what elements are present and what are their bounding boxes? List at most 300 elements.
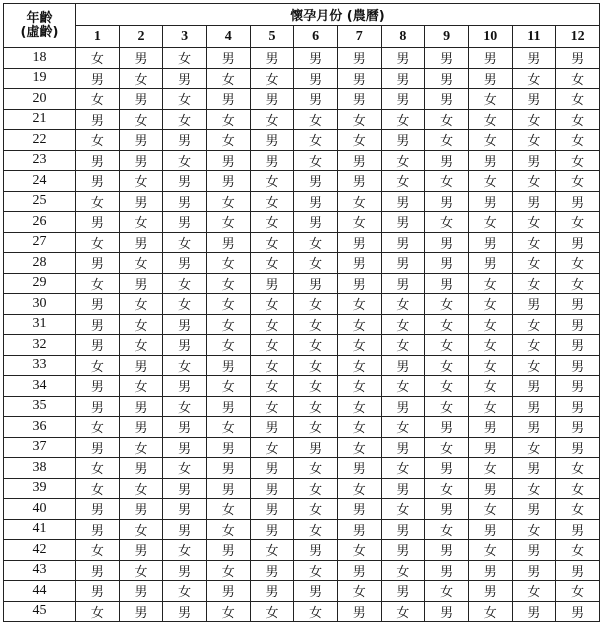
gender-cell: 男 [512,396,556,417]
gender-cell: 男 [337,232,381,253]
gender-cell: 女 [512,171,556,192]
gender-cell: 女 [381,335,425,356]
gender-cell: 女 [206,499,250,520]
gender-cell: 男 [76,560,120,581]
gender-cell: 男 [425,48,469,69]
gender-cell: 女 [294,417,338,438]
gender-cell: 女 [381,458,425,479]
gender-cell: 女 [512,314,556,335]
age-cell: 33 [4,355,76,376]
age-cell: 35 [4,396,76,417]
gender-cell: 女 [556,89,600,110]
gender-cell: 女 [250,355,294,376]
gender-cell: 男 [512,499,556,520]
gender-cell: 女 [119,253,163,274]
table-row [4,601,600,622]
gender-cell: 女 [556,130,600,151]
gender-cell: 女 [250,294,294,315]
gender-cell: 男 [468,437,512,458]
gender-cell: 男 [250,417,294,438]
gender-cell: 女 [425,109,469,130]
gender-cell: 男 [425,540,469,561]
gender-cell: 男 [250,130,294,151]
gender-cell: 男 [294,212,338,233]
gender-cell: 男 [206,458,250,479]
gender-cell: 男 [337,458,381,479]
gender-cell: 女 [337,130,381,151]
gender-cell: 男 [556,437,600,458]
gender-cell: 女 [381,314,425,335]
gender-cell: 男 [76,376,120,397]
gender-cell: 女 [337,376,381,397]
gender-cell: 女 [468,314,512,335]
gender-cell: 男 [468,48,512,69]
gender-cell: 女 [163,232,207,253]
gender-cell: 男 [512,560,556,581]
gender-cell: 女 [250,396,294,417]
gender-cell: 男 [381,48,425,69]
gender-cell: 男 [163,519,207,540]
gender-cell: 女 [468,109,512,130]
age-cell: 37 [4,437,76,458]
gender-cell: 男 [206,478,250,499]
gender-cell: 女 [294,253,338,274]
table-header [4,4,600,48]
gender-cell: 女 [337,314,381,335]
gender-cell: 女 [206,314,250,335]
gender-cell: 男 [119,601,163,622]
gender-cell: 男 [119,396,163,417]
gender-cell: 男 [512,417,556,438]
gender-cell: 女 [425,437,469,458]
gender-cell: 男 [250,581,294,602]
table-row [4,478,600,499]
gender-cell: 男 [425,560,469,581]
gender-cell: 女 [425,396,469,417]
table-row [4,253,600,274]
age-cell: 30 [4,294,76,315]
gender-cell: 女 [119,376,163,397]
gender-cell: 男 [206,581,250,602]
gender-cell: 女 [206,601,250,622]
table-row [4,89,600,110]
gender-cell: 女 [294,335,338,356]
gender-cell: 女 [250,212,294,233]
gender-cell: 男 [468,191,512,212]
gender-cell: 男 [206,437,250,458]
gender-cell: 男 [512,150,556,171]
table-row [4,171,600,192]
gender-cell: 女 [556,68,600,89]
month-header-cell: 11 [512,26,556,48]
gender-cell: 女 [381,109,425,130]
gender-cell: 男 [381,273,425,294]
gender-cell: 女 [468,212,512,233]
gender-cell: 女 [512,232,556,253]
gender-cell: 女 [294,355,338,376]
gender-cell: 男 [76,212,120,233]
gender-cell: 女 [119,68,163,89]
gender-cell: 女 [381,376,425,397]
gender-cell: 女 [250,171,294,192]
gender-cell: 男 [468,560,512,581]
gender-cell: 男 [381,355,425,376]
gender-cell: 女 [76,601,120,622]
gender-cell: 男 [337,48,381,69]
gender-cell: 男 [556,519,600,540]
gender-cell: 女 [163,294,207,315]
gender-cell: 女 [337,437,381,458]
gender-cell: 男 [294,89,338,110]
gender-cell: 女 [76,191,120,212]
gender-cell: 女 [206,417,250,438]
table-row [4,560,600,581]
gender-cell: 女 [294,601,338,622]
gender-cell: 女 [206,212,250,233]
gender-cell: 男 [556,294,600,315]
gender-cell: 男 [119,417,163,438]
age-cell: 26 [4,212,76,233]
gender-cell: 女 [512,581,556,602]
gender-cell: 女 [512,355,556,376]
gender-cell: 男 [556,417,600,438]
month-group-header: 懷孕月份 (農曆) [76,4,600,26]
age-cell: 42 [4,540,76,561]
gender-cell: 女 [425,314,469,335]
gender-cell: 女 [556,273,600,294]
gender-cell: 女 [163,48,207,69]
gender-cell: 男 [119,48,163,69]
age-cell: 20 [4,89,76,110]
gender-cell: 男 [294,540,338,561]
gender-cell: 女 [556,171,600,192]
table-row [4,458,600,479]
gender-cell: 男 [206,355,250,376]
gender-cell: 女 [76,540,120,561]
gender-cell: 女 [294,458,338,479]
gender-cell: 男 [425,191,469,212]
gender-cell: 女 [468,130,512,151]
gender-cell: 男 [250,499,294,520]
gender-cell: 女 [294,519,338,540]
gender-cell: 男 [206,150,250,171]
gender-cell: 男 [337,273,381,294]
gender-cell: 男 [76,396,120,417]
gender-cell: 女 [381,150,425,171]
gender-cell: 男 [337,89,381,110]
gender-cell: 男 [294,48,338,69]
gender-cell: 男 [425,232,469,253]
gender-cell: 男 [206,48,250,69]
gender-cell: 男 [76,437,120,458]
gender-cell: 女 [512,519,556,540]
gender-cell: 女 [119,109,163,130]
gender-cell: 男 [163,601,207,622]
month-header-cell: 3 [163,26,207,48]
gender-cell: 男 [425,499,469,520]
gender-cell: 男 [381,212,425,233]
table-row [4,294,600,315]
age-cell: 25 [4,191,76,212]
age-cell: 32 [4,335,76,356]
gender-cell: 男 [119,273,163,294]
gender-cell: 男 [556,335,600,356]
gender-cell: 男 [468,68,512,89]
age-header-label: 年齡 [26,10,53,26]
gender-cell: 男 [119,355,163,376]
gender-cell: 男 [337,150,381,171]
age-cell: 40 [4,499,76,520]
gender-cell: 女 [468,396,512,417]
table-row [4,109,600,130]
gender-cell: 女 [206,519,250,540]
gender-cell: 男 [250,458,294,479]
month-header-cell: 6 [294,26,338,48]
age-column-header [4,4,76,48]
age-cell: 19 [4,68,76,89]
gender-cell: 女 [163,396,207,417]
gender-cell: 女 [119,314,163,335]
gender-cell: 女 [425,355,469,376]
gender-cell: 女 [337,294,381,315]
gender-cell: 女 [381,560,425,581]
gender-cell: 男 [381,68,425,89]
age-cell: 28 [4,253,76,274]
month-header-cell: 9 [425,26,469,48]
gender-cell: 男 [206,232,250,253]
gender-cell: 女 [556,458,600,479]
table-row [4,499,600,520]
gender-cell: 女 [468,273,512,294]
gender-cell: 男 [468,417,512,438]
table-row [4,581,600,602]
gender-cell: 女 [250,191,294,212]
gender-cell: 女 [119,519,163,540]
gender-cell: 男 [76,335,120,356]
gender-cell: 女 [425,376,469,397]
gender-cell: 女 [556,581,600,602]
gender-cell: 女 [119,171,163,192]
age-cell: 23 [4,150,76,171]
gender-cell: 女 [250,376,294,397]
gender-cell: 男 [76,314,120,335]
gender-cell: 女 [556,109,600,130]
gender-cell: 女 [556,499,600,520]
gender-prediction-table [3,3,600,622]
gender-cell: 女 [119,212,163,233]
table-row [4,130,600,151]
gender-cell: 男 [250,273,294,294]
gender-cell: 男 [250,519,294,540]
gender-cell: 女 [206,273,250,294]
gender-cell: 女 [337,417,381,438]
gender-cell: 女 [468,540,512,561]
gender-cell: 男 [556,232,600,253]
gender-cell: 女 [294,130,338,151]
gender-cell: 男 [294,68,338,89]
gender-cell: 女 [250,253,294,274]
gender-cell: 女 [163,581,207,602]
gender-cell: 男 [163,314,207,335]
gender-cell: 男 [556,314,600,335]
gender-cell: 男 [163,560,207,581]
gender-cell: 女 [425,294,469,315]
gender-cell: 女 [206,109,250,130]
gender-cell: 女 [76,478,120,499]
table-row [4,355,600,376]
gender-cell: 男 [294,581,338,602]
gender-cell: 男 [76,109,120,130]
gender-cell: 男 [512,89,556,110]
table-row [4,376,600,397]
gender-cell: 女 [556,540,600,561]
gender-cell: 女 [468,499,512,520]
table-row [4,519,600,540]
age-cell: 43 [4,560,76,581]
table-row [4,540,600,561]
gender-cell: 女 [163,458,207,479]
gender-cell: 男 [468,478,512,499]
gender-cell: 女 [206,294,250,315]
gender-cell: 女 [294,294,338,315]
gender-cell: 男 [163,376,207,397]
gender-cell: 女 [76,89,120,110]
gender-cell: 男 [294,171,338,192]
gender-cell: 男 [381,478,425,499]
gender-cell: 女 [119,437,163,458]
gender-cell: 男 [76,150,120,171]
gender-cell: 男 [337,601,381,622]
gender-cell: 女 [468,601,512,622]
gender-cell: 女 [512,212,556,233]
table-row [4,273,600,294]
gender-cell: 女 [468,355,512,376]
gender-cell: 男 [76,253,120,274]
gender-cell: 女 [425,581,469,602]
table-row [4,232,600,253]
gender-cell: 女 [337,478,381,499]
gender-cell: 女 [76,48,120,69]
gender-cell: 女 [294,232,338,253]
gender-cell: 男 [163,68,207,89]
gender-cell: 女 [512,130,556,151]
month-header-cell: 1 [76,26,120,48]
gender-cell: 男 [119,89,163,110]
gender-cell: 女 [381,499,425,520]
gender-cell: 男 [206,540,250,561]
gender-cell: 男 [512,191,556,212]
age-cell: 27 [4,232,76,253]
gender-cell: 男 [425,150,469,171]
gender-cell: 男 [163,499,207,520]
gender-cell: 女 [250,335,294,356]
month-header-cell: 2 [119,26,163,48]
table-row [4,212,600,233]
gender-cell: 男 [76,171,120,192]
gender-cell: 女 [468,376,512,397]
header-row-months [4,26,600,48]
month-header-cell: 10 [468,26,512,48]
gender-cell: 女 [381,171,425,192]
month-header-cell: 7 [337,26,381,48]
gender-cell: 男 [76,294,120,315]
gender-cell: 男 [381,581,425,602]
gender-cell: 男 [119,191,163,212]
month-header-cell: 5 [250,26,294,48]
gender-cell: 男 [381,191,425,212]
gender-cell: 女 [381,417,425,438]
gender-cell: 男 [512,294,556,315]
table-row [4,150,600,171]
gender-cell: 男 [425,601,469,622]
table-row [4,191,600,212]
gender-cell: 男 [119,232,163,253]
gender-cell: 女 [206,335,250,356]
gender-cell: 女 [294,314,338,335]
gender-cell: 男 [294,191,338,212]
gender-cell: 女 [250,540,294,561]
gender-cell: 男 [294,437,338,458]
gender-cell: 男 [381,253,425,274]
gender-cell: 女 [337,191,381,212]
gender-cell: 女 [337,396,381,417]
age-header-sublabel: (虛齡) [20,24,59,40]
gender-cell: 女 [206,253,250,274]
gender-cell: 男 [512,458,556,479]
gender-cell: 女 [512,253,556,274]
gender-cell: 男 [468,581,512,602]
gender-cell: 女 [250,601,294,622]
gender-cell: 女 [468,294,512,315]
gender-cell: 男 [425,68,469,89]
gender-cell: 男 [163,130,207,151]
gender-cell: 男 [119,458,163,479]
gender-cell: 男 [381,519,425,540]
age-cell: 38 [4,458,76,479]
gender-cell: 女 [294,150,338,171]
gender-cell: 女 [163,355,207,376]
gender-cell: 女 [512,109,556,130]
table-body [4,48,600,622]
gender-cell: 男 [337,68,381,89]
gender-cell: 女 [468,171,512,192]
gender-cell: 男 [163,335,207,356]
month-header-cell: 8 [381,26,425,48]
gender-cell: 男 [76,581,120,602]
gender-cell: 女 [76,458,120,479]
gender-cell: 女 [163,273,207,294]
age-cell: 45 [4,601,76,622]
gender-cell: 女 [163,150,207,171]
gender-cell: 女 [512,68,556,89]
gender-cell: 男 [250,48,294,69]
gender-cell: 男 [337,171,381,192]
gender-cell: 男 [206,171,250,192]
gender-cell: 女 [206,560,250,581]
gender-cell: 男 [337,499,381,520]
gender-cell: 男 [76,519,120,540]
gender-cell: 女 [250,68,294,89]
gender-cell: 女 [425,212,469,233]
gender-cell: 女 [119,560,163,581]
gender-cell: 女 [294,478,338,499]
gender-cell: 女 [76,232,120,253]
gender-cell: 女 [206,130,250,151]
gender-cell: 女 [76,417,120,438]
gender-cell: 男 [250,560,294,581]
gender-cell: 男 [381,232,425,253]
age-cell: 18 [4,48,76,69]
